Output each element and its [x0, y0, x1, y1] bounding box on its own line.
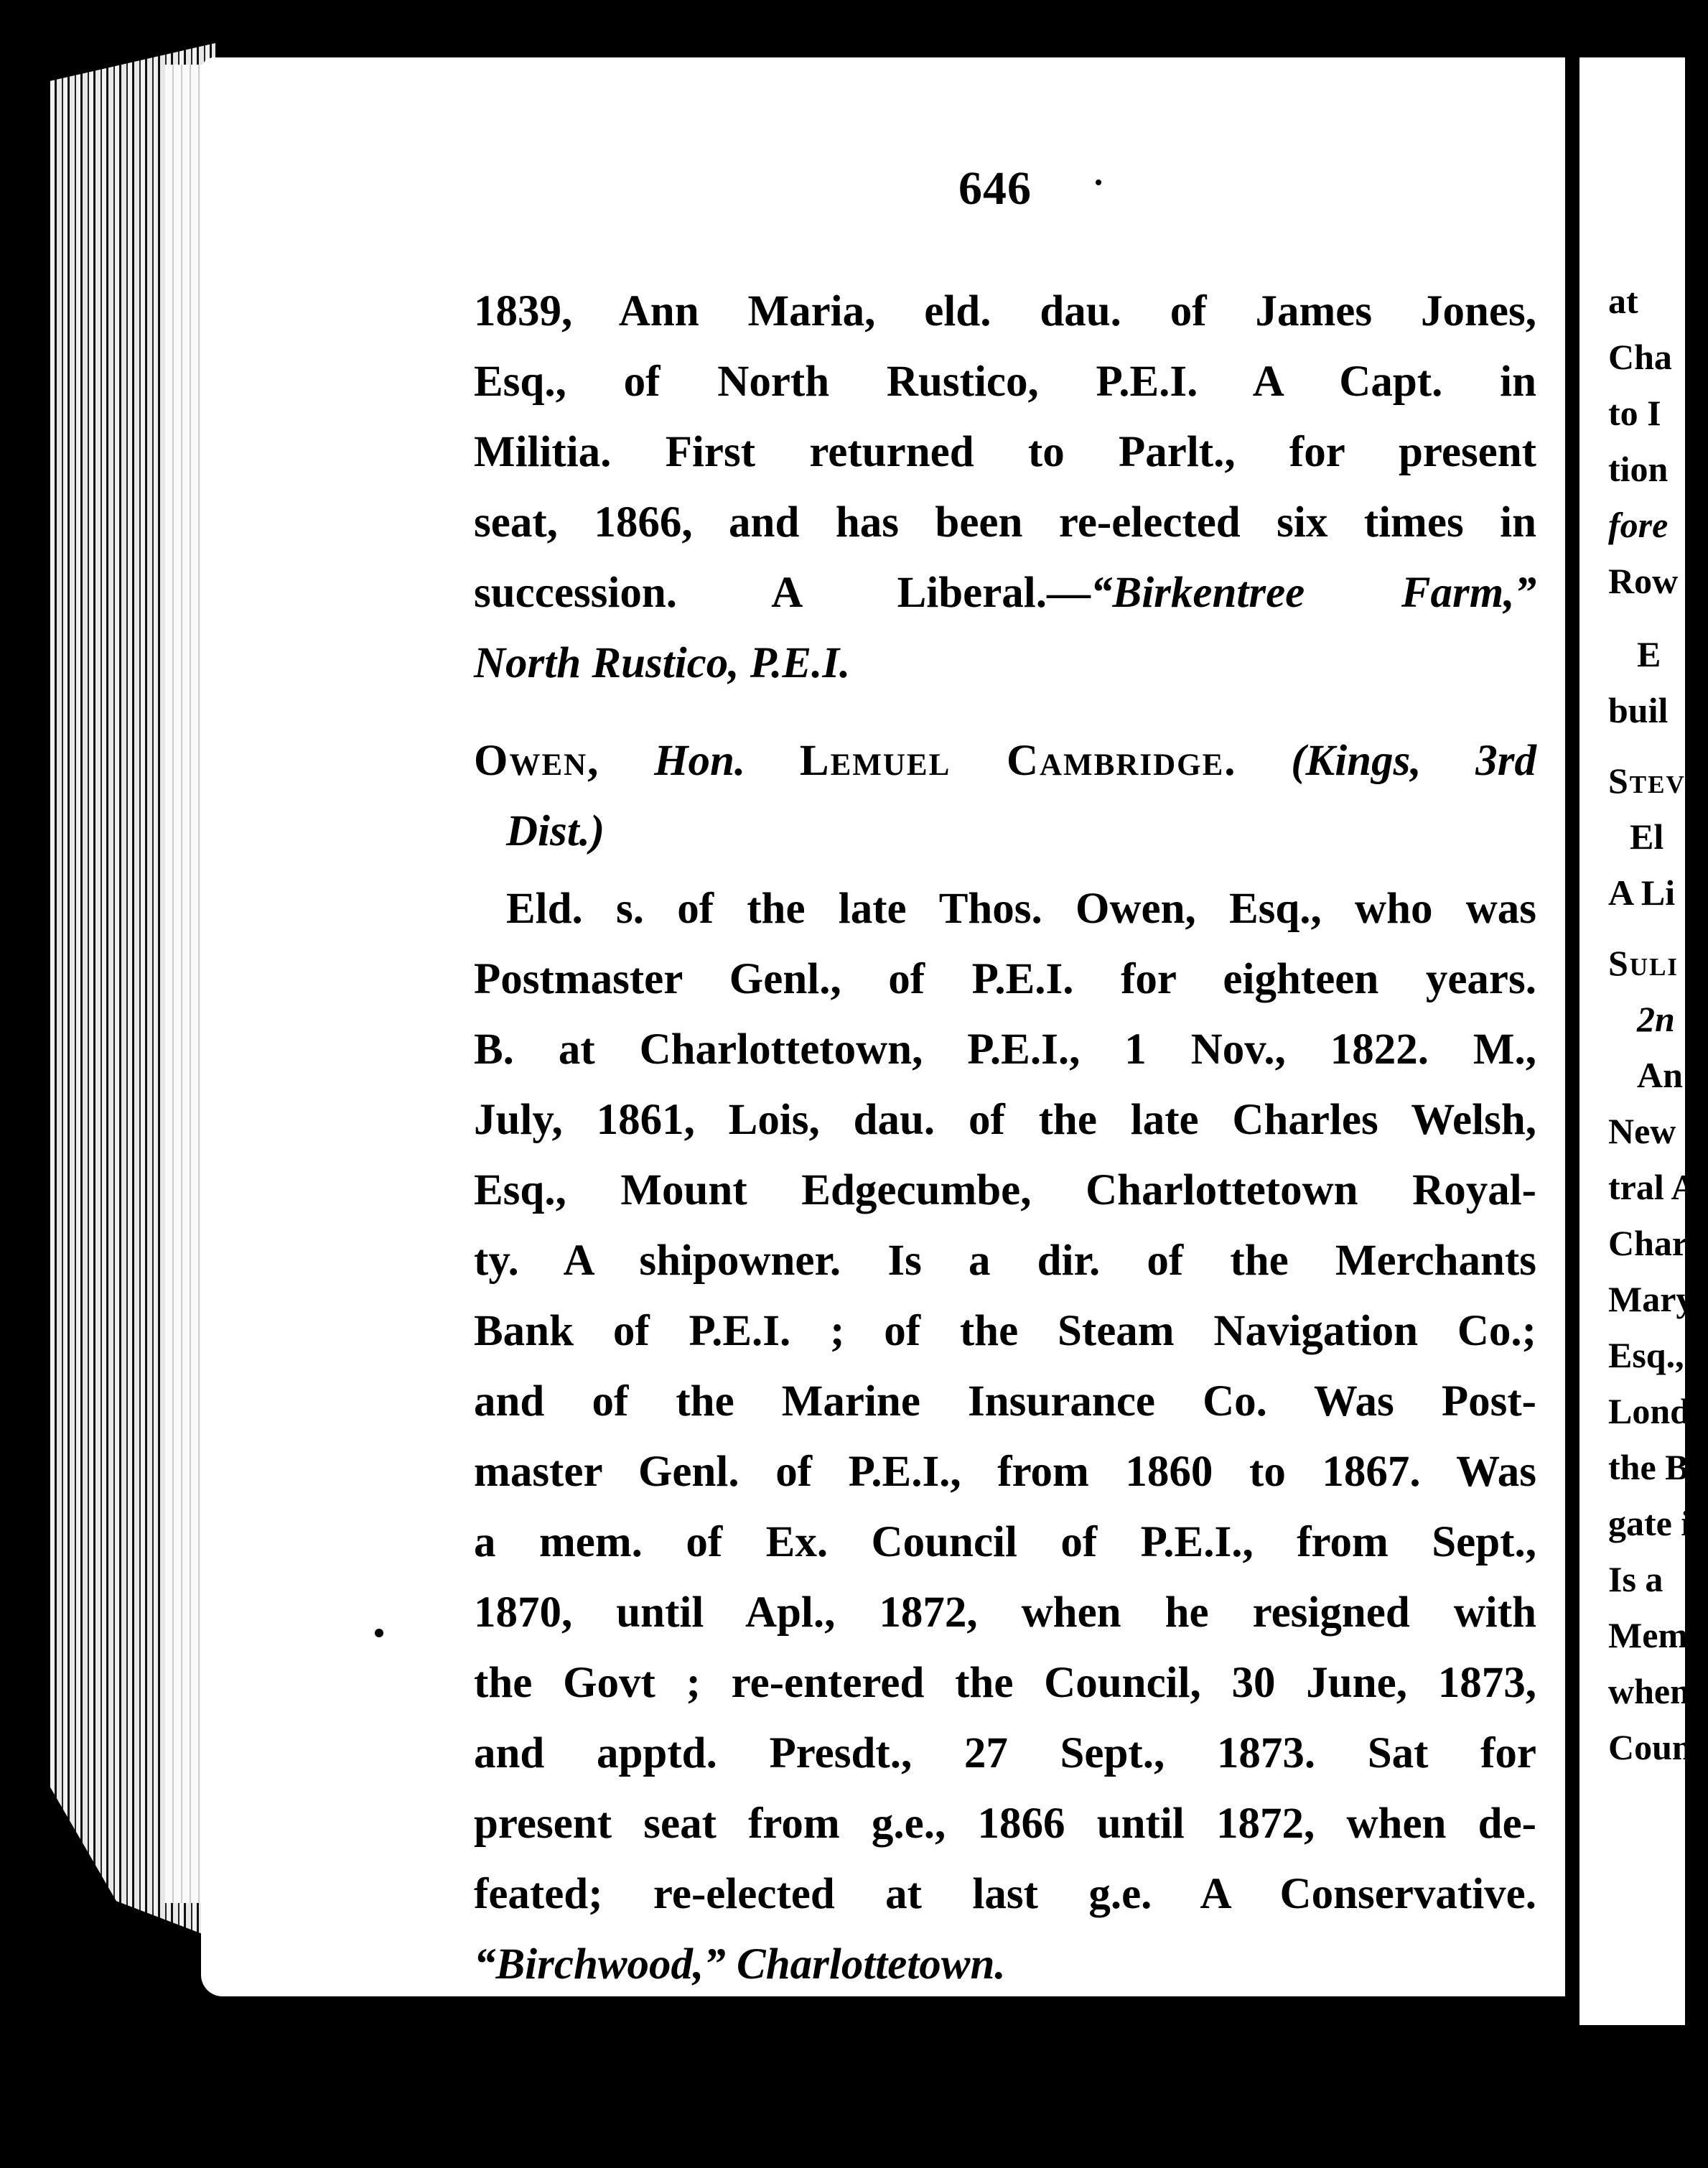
- entry-heading-richards: [474, 2027, 1536, 2098]
- fragment-line: Cha: [1608, 337, 1672, 377]
- text-line: Esq., Mount Edgecumbe, Charlottetown Royal-: [474, 1166, 1536, 1214]
- text-span: succession. A Liberal.—: [474, 569, 1091, 617]
- entry-name: Richards, James William.: [474, 2038, 1075, 2086]
- fragment-line: buil: [1608, 690, 1669, 730]
- text-line: 1870, until Apl., 1872, when he resigned with: [474, 1588, 1536, 1637]
- fragment-line: Is a: [1608, 1559, 1663, 1599]
- fragment-line: An: [1637, 1055, 1683, 1095]
- fragment-line: El: [1630, 817, 1664, 857]
- text-line: the Govt ; re-entered the Council, 30 June, 1873,: [474, 1659, 1536, 1707]
- text-line: master Genl. of P.E.I., from 1860 to 1867. Was: [474, 1448, 1536, 1496]
- fragment-line: Mary: [1608, 1279, 1694, 1319]
- entry-district: (Prince 2nd. Dist.): [1124, 2038, 1537, 2086]
- fragment-line: 2n: [1637, 999, 1675, 1039]
- residence-name: “Birkentree Farm,”: [1091, 569, 1536, 617]
- fragment-line: tral A: [1608, 1167, 1697, 1207]
- text-line: ty. A shipowner. Is a dir. of the Merchants: [474, 1237, 1536, 1285]
- fragment-line: when: [1608, 1671, 1690, 1711]
- fragment-line: Suli: [1608, 943, 1679, 983]
- entry-surname: Owen,: [474, 737, 600, 785]
- residence-line: “Birchwood,” Charlottetown.: [474, 1940, 1006, 1988]
- entry-given-name: Lemuel Cambridge.: [799, 737, 1237, 785]
- fragment-line: Mem.: [1608, 1615, 1697, 1655]
- text-line: and of the Marine Insurance Co. Was Post-: [474, 1377, 1536, 1425]
- fragment-line: E: [1637, 634, 1661, 674]
- entry-heading-owen: [474, 726, 1536, 796]
- text-line: Postmaster Genl., of P.E.I. for eighteen years.: [474, 955, 1536, 1003]
- text-line: July, 1861, Lois, dau. of the late Charles Welsh,: [474, 1096, 1536, 1144]
- fragment-line: at: [1608, 281, 1638, 321]
- fragment-line: Counc: [1608, 1727, 1708, 1767]
- fragment-line: Stev: [1608, 760, 1686, 801]
- fragment-line: A Li: [1608, 873, 1676, 913]
- page-number: 646: [958, 162, 1032, 215]
- fragment-line: the B: [1608, 1447, 1689, 1487]
- text-line: Esq., of North Rustico, P.E.I. A Capt. in: [474, 358, 1536, 406]
- fragment-line: Char: [1608, 1223, 1689, 1263]
- right-page-text: [1608, 273, 1708, 1775]
- fragment-line: Esq.,: [1608, 1335, 1684, 1375]
- ink-speck: [375, 1629, 383, 1637]
- text-line: [474, 558, 1536, 628]
- entry-district-cont: Dist.): [506, 807, 605, 855]
- text-line: seat, 1866, and has been re-elected six times in: [474, 498, 1536, 546]
- text-line: a mem. of Ex. Council of P.E.I., from Sept.,: [474, 1518, 1536, 1566]
- fragment-line: to I: [1608, 393, 1661, 433]
- fragment-line: Row: [1608, 561, 1679, 601]
- fragment-line: New: [1608, 1111, 1676, 1151]
- text-line: Bank of P.E.I. ; of the Steam Navigation Co.;: [474, 1307, 1536, 1355]
- text-line: Eld. s. of the late Thos. Owen, Esq., who was: [506, 885, 1536, 933]
- page-text: [474, 276, 1536, 2168]
- fragment-line: tion: [1608, 449, 1669, 489]
- ink-speck: [1096, 180, 1101, 185]
- text-line: feated; re-elected at last g.e. A Conservative.: [474, 1870, 1536, 1918]
- text-line: Militia. First returned to Parlt., for present: [474, 428, 1536, 476]
- entry-title: Hon.: [654, 737, 746, 785]
- fragment-line: gate i: [1608, 1503, 1691, 1543]
- text-line: and apptd. Presdt., 27 Sept., 1873. Sat for: [474, 1729, 1536, 1777]
- text-line: B. at Swansea in Wales, 31 May, 1850. Ed: [535, 2106, 1371, 2159]
- entry-district: (Kings, 3rd: [1291, 737, 1536, 785]
- fragment-line: fore: [1608, 505, 1669, 545]
- text-line: B. at Charlottetown, P.E.I., 1 Nov., 1822. M.,: [474, 1025, 1536, 1074]
- residence-location: North Rustico, P.E.I.: [474, 639, 851, 687]
- fragment-line: Lond: [1608, 1391, 1690, 1431]
- text-line: 1839, Ann Maria, eld. dau. of James Jones,: [474, 287, 1536, 335]
- text-line: present seat from g.e., 1866 until 1872, when de-: [474, 1800, 1536, 1848]
